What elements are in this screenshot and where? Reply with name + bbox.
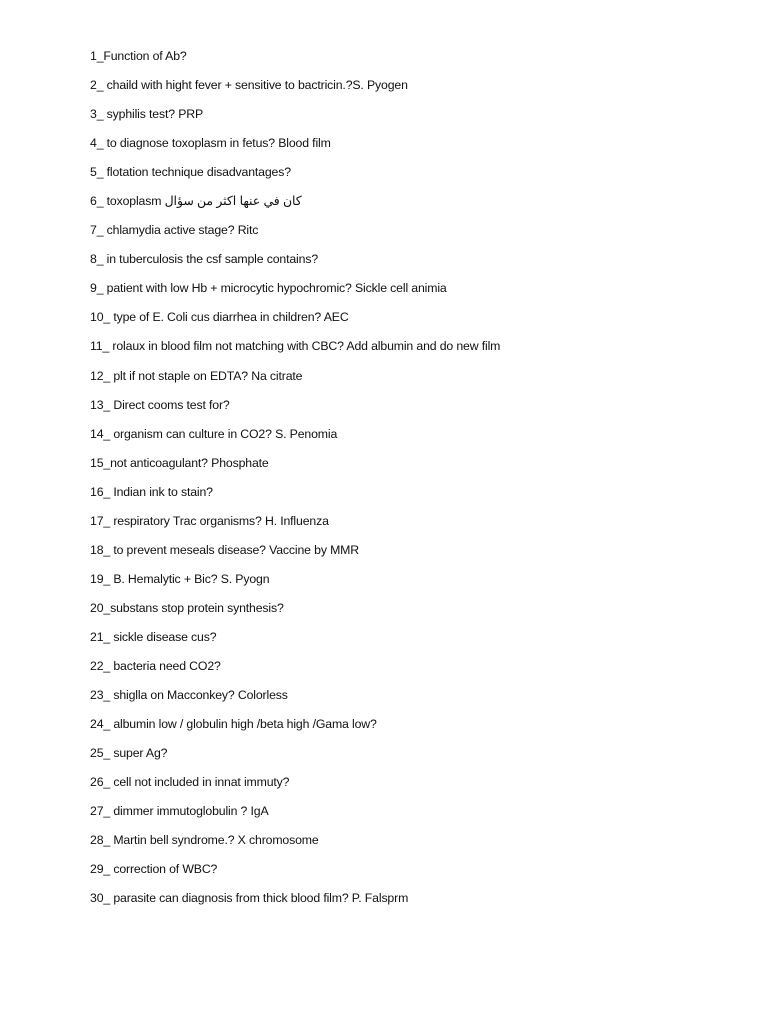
question-line: [90, 307, 730, 336]
question-text: 14_ organism can culture in CO2? S. Penomia: [90, 426, 338, 441]
question-line: [90, 220, 730, 249]
question-line: [90, 395, 730, 424]
question-line: [90, 772, 730, 801]
question-line: [90, 162, 730, 191]
question-text: 13_ Direct cooms test for?: [90, 397, 230, 412]
question-text: 27_ dimmer immutoglobulin ? IgA: [90, 804, 269, 819]
question-line: [90, 743, 730, 772]
question-text: 10_ type of E. Coli cus diarrhea in children? AEC: [90, 310, 349, 325]
question-text: 9_ patient with low Hb + microcytic hypochromic? Sickle cell animia: [90, 281, 447, 296]
question-text: 1_Function of Ab?: [90, 49, 187, 63]
question-text: 18_ to prevent meseals disease? Vaccine by MMR: [90, 542, 360, 557]
question-text: 24_ albumin low / globulin high /beta high /Gama low?: [90, 717, 377, 732]
question-text: 29_ correction of WBC?: [90, 862, 218, 877]
question-line: [90, 569, 730, 598]
question-line: [90, 656, 730, 685]
question-line: [90, 424, 730, 453]
question-text: 23_ shiglla on Macconkey? Colorless: [90, 688, 288, 703]
question-line: [90, 366, 730, 395]
question-text: 7_ chlamydia active stage? Ritc: [90, 223, 259, 238]
question-text: 17_ respiratory Trac organisms? H. Influenza: [90, 513, 329, 528]
question-line: [90, 540, 730, 569]
question-line: [90, 888, 730, 917]
question-line: [90, 133, 730, 162]
question-line: [90, 714, 730, 743]
question-text: 15_not anticoagulant? Phosphate: [90, 455, 269, 470]
question-line: [90, 278, 730, 307]
question-text: 2_ chaild with hight fever + sensitive to bactricin.?S. Pyogen: [90, 78, 408, 93]
question-line: [90, 75, 730, 104]
question-line: [90, 249, 730, 278]
question-text: 30_ parasite can diagnosis from thick blood film? P. Falsprm: [90, 891, 409, 906]
question-text: 28_ Martin bell syndrome.? X chromosome: [90, 833, 319, 848]
question-text: 16_ Indian ink to stain?: [90, 484, 213, 499]
question-text: 3_ syphilis test? PRP: [90, 107, 204, 122]
question-line: [90, 453, 730, 482]
question-line: [90, 627, 730, 656]
question-text: 20_substans stop protein synthesis?: [90, 600, 284, 615]
question-text: 26_ cell not included in innat immuty?: [90, 775, 290, 790]
question-line: [90, 685, 730, 714]
question-text: 4_ to diagnose toxoplasm in fetus? Blood film: [90, 136, 331, 151]
question-text: 11_ rolaux in blood film not matching with CBC? Add albumin and do new film: [90, 339, 501, 354]
question-text: 19_ B. Hemalytic + Bic? S. Pyogn: [90, 571, 270, 586]
question-text: 5_ flotation technique disadvantages?: [90, 165, 291, 180]
question-line: [90, 511, 730, 540]
question-text: 8_ in tuberculosis the csf sample contains?: [90, 252, 319, 267]
question-list: [90, 46, 730, 917]
question-line: [90, 859, 730, 888]
question-text: 6_ toxoplasm كان في عنها اكثر من سؤال: [90, 194, 302, 209]
question-line: [90, 104, 730, 133]
question-line: [90, 191, 730, 220]
question-text: 25_ super Ag?: [90, 746, 168, 761]
question-line: [90, 482, 730, 511]
question-text: 21_ sickle disease cus?: [90, 629, 217, 644]
question-line: [90, 801, 730, 830]
question-line: [90, 830, 730, 859]
question-line: [90, 46, 730, 75]
question-text: 12_ plt if not staple on EDTA? Na citrate: [90, 368, 303, 383]
question-text: 22_ bacteria need CO2?: [90, 658, 221, 673]
question-line: [90, 598, 730, 627]
question-line: [90, 336, 730, 365]
